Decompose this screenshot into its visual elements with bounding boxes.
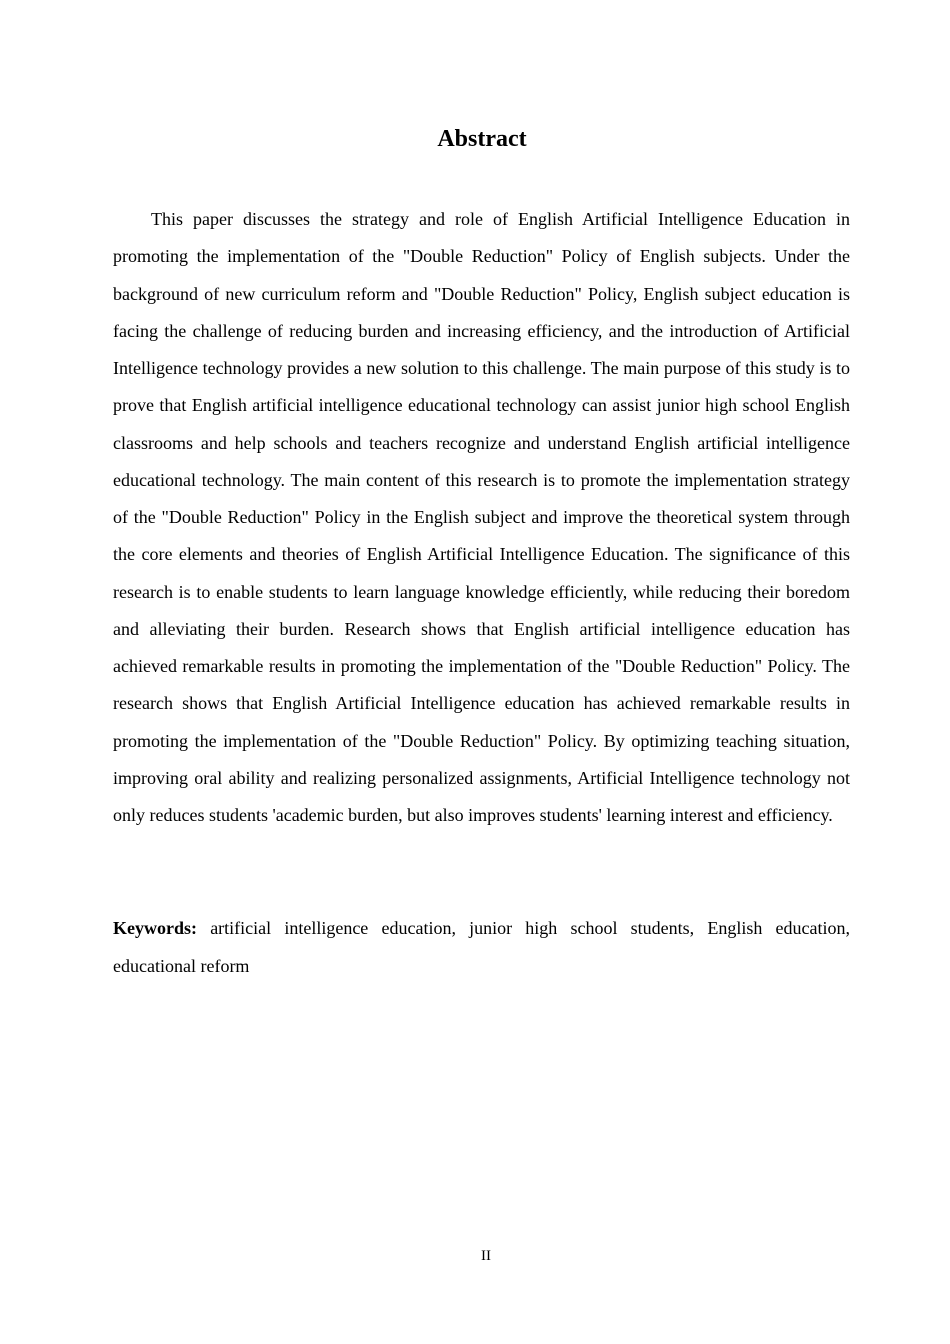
keywords-list: artificial intelligence education, junior high school students, English education, educational reform	[113, 918, 851, 976]
abstract-title: Abstract	[437, 126, 527, 152]
abstract-paragraph: This paper discusses the strategy and role of English Artificial Intelligence Education in promoting the implementation of the "Double Reduction" Policy of English subjects. Under the background of new curriculum reform and "Double Reduction" Policy, English subject education is facing the challenge of reducing burden and increasing efficiency, and the introduction of Artificial Intelligence technology provides a new solution to this challenge. The main purpose of this study is to prove that English artificial intelligence educational technology can assist junior high school English classrooms and help schools and teachers recognize and understand English artificial intelligence educational technology. The main content of this research is to promote the implementation strategy of the "Double Reduction" Policy in the English subject and improve the theoretical system through the core elements and theories of English Artificial Intelligence Education. The significance of this research is to enable students to learn language knowledge efficiently, while reducing their boredom and alleviating their burden. Research shows that English artificial intelligence education has achieved remarkable results in promoting the implementation of the "Double Reduction" Policy. The research shows that English Artificial Intelligence education has achieved remarkable results in promoting the implementation of the "Double Reduction" Policy. By optimizing teaching situation, improving oral ability and realizing personalized assignments, Artificial Intelligence technology not only reduces students 'academic burden, but also improves students' learning interest and efficiency.	[113, 209, 850, 825]
keywords-section	[113, 910, 850, 985]
keywords-label: Keywords:	[113, 918, 197, 938]
page-number: II	[481, 1248, 491, 1264]
